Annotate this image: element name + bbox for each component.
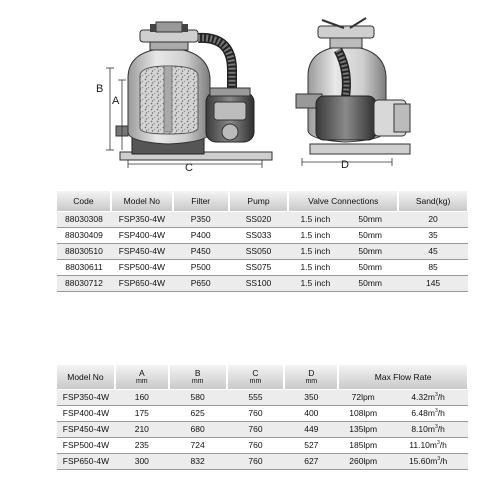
col-header: Sand(kg) [398, 191, 468, 211]
cell: FSP500-4W [57, 437, 115, 453]
col-header: Valve Connections [288, 191, 398, 211]
cell: FSP400-4W [111, 227, 173, 243]
col-header: Max Flow Rate [338, 365, 468, 389]
cell: FSP400-4W [57, 405, 115, 421]
cell-flow: $8.10m^3/h$ [388, 421, 468, 437]
table-row [57, 227, 468, 243]
cell: 175 [115, 405, 169, 421]
cell: SS033 [229, 227, 289, 243]
header-text: A [138, 367, 145, 378]
unit-label: mm [135, 378, 148, 385]
cell: 1.5 inch [288, 211, 342, 227]
cell: 724 [169, 437, 227, 453]
cell: 680 [169, 421, 227, 437]
spec-table-header [57, 191, 468, 211]
cell: 185lpm [338, 437, 388, 453]
table-row [57, 275, 468, 291]
cell: 88030712 [57, 275, 111, 291]
cell: 260lpm [338, 453, 388, 469]
cell: 88030409 [57, 227, 111, 243]
dimension-label-b: B [96, 83, 104, 95]
cell: 235 [115, 437, 169, 453]
col-header: Model No [111, 191, 173, 211]
cell: 449 [284, 421, 338, 437]
cell: 760 [227, 405, 285, 421]
header-text: C [252, 367, 259, 378]
table-row [57, 405, 468, 421]
cell: FSP500-4W [111, 259, 173, 275]
dimension-label-c: C [185, 162, 193, 174]
col-header-d [284, 365, 338, 389]
table-row [57, 421, 468, 437]
cell: 72lpm [338, 389, 388, 405]
cell: 85 [398, 259, 468, 275]
cell: FSP350-4W [111, 211, 173, 227]
cell: 1.5 inch [288, 243, 342, 259]
cell: P650 [173, 275, 229, 291]
cell: P350 [173, 211, 229, 227]
unit-label: mm [305, 378, 318, 385]
col-header: Code [57, 191, 111, 211]
cell: P450 [173, 243, 229, 259]
cell: 760 [227, 453, 285, 469]
unit-label: mm [191, 378, 204, 385]
header-text: B [194, 367, 201, 378]
col-header-b [169, 365, 227, 389]
cell: 760 [227, 437, 285, 453]
col-header: Filter [173, 191, 229, 211]
cell: SS100 [229, 275, 289, 291]
cell: FSP650-4W [111, 275, 173, 291]
unit-label: mm [249, 378, 262, 385]
cell: 50mm [342, 227, 398, 243]
cell: 625 [169, 405, 227, 421]
cell: 135lpm [338, 421, 388, 437]
dimension-label-a: A [112, 95, 120, 107]
cell: 88030611 [57, 259, 111, 275]
cell: P500 [173, 259, 229, 275]
cell: 35 [398, 227, 468, 243]
cell: 160 [115, 389, 169, 405]
cell: FSP450-4W [111, 243, 173, 259]
cell: 350 [284, 389, 338, 405]
table-row [57, 211, 468, 227]
cell: 555 [227, 389, 285, 405]
cell: 88030510 [57, 243, 111, 259]
cell: 20 [398, 211, 468, 227]
col-header: Pump [229, 191, 289, 211]
cell: SS075 [229, 259, 289, 275]
side-view [296, 18, 410, 154]
cell: 210 [115, 421, 169, 437]
col-header-a [115, 365, 169, 389]
product-diagram [0, 0, 500, 185]
cell-flow: $15.60m^3/h$ [388, 453, 468, 469]
cell: 832 [169, 453, 227, 469]
dimension-label-d: D [341, 159, 349, 171]
cell-flow: $6.48m^3/h$ [388, 405, 468, 421]
header-text: D [308, 367, 315, 378]
dimension-table-header [57, 365, 468, 389]
dimension-table [57, 365, 469, 470]
cell: FSP350-4W [57, 389, 115, 405]
table-row [57, 389, 468, 405]
cell: 580 [169, 389, 227, 405]
cell: FSP650-4W [57, 453, 115, 469]
col-header-c [227, 365, 285, 389]
cell-flow: $4.32m^3/h$ [388, 389, 468, 405]
table-row [57, 259, 468, 275]
cell: SS050 [229, 243, 289, 259]
cell: 88030308 [57, 211, 111, 227]
cell: 527 [284, 437, 338, 453]
cell: P400 [173, 227, 229, 243]
cell: 108lpm [338, 405, 388, 421]
cell: 760 [227, 421, 285, 437]
cell: 1.5 inch [288, 275, 342, 291]
cell: 45 [398, 243, 468, 259]
cell: FSP450-4W [57, 421, 115, 437]
col-header: Model No [57, 365, 115, 389]
cell: 50mm [342, 211, 398, 227]
cell: 50mm [342, 259, 398, 275]
cell: SS020 [229, 211, 289, 227]
cell: 627 [284, 453, 338, 469]
cell: 1.5 inch [288, 259, 342, 275]
table-row [57, 453, 468, 469]
table-row [57, 437, 468, 453]
front-view [116, 22, 272, 160]
cell: 50mm [342, 243, 398, 259]
cell: 300 [115, 453, 169, 469]
spec-table [57, 191, 469, 292]
cell: 400 [284, 405, 338, 421]
cell: 145 [398, 275, 468, 291]
cell: 1.5 inch [288, 227, 342, 243]
cell: 50mm [342, 275, 398, 291]
table-row [57, 243, 468, 259]
cell-flow: $11.10m^3/h$ [388, 437, 468, 453]
